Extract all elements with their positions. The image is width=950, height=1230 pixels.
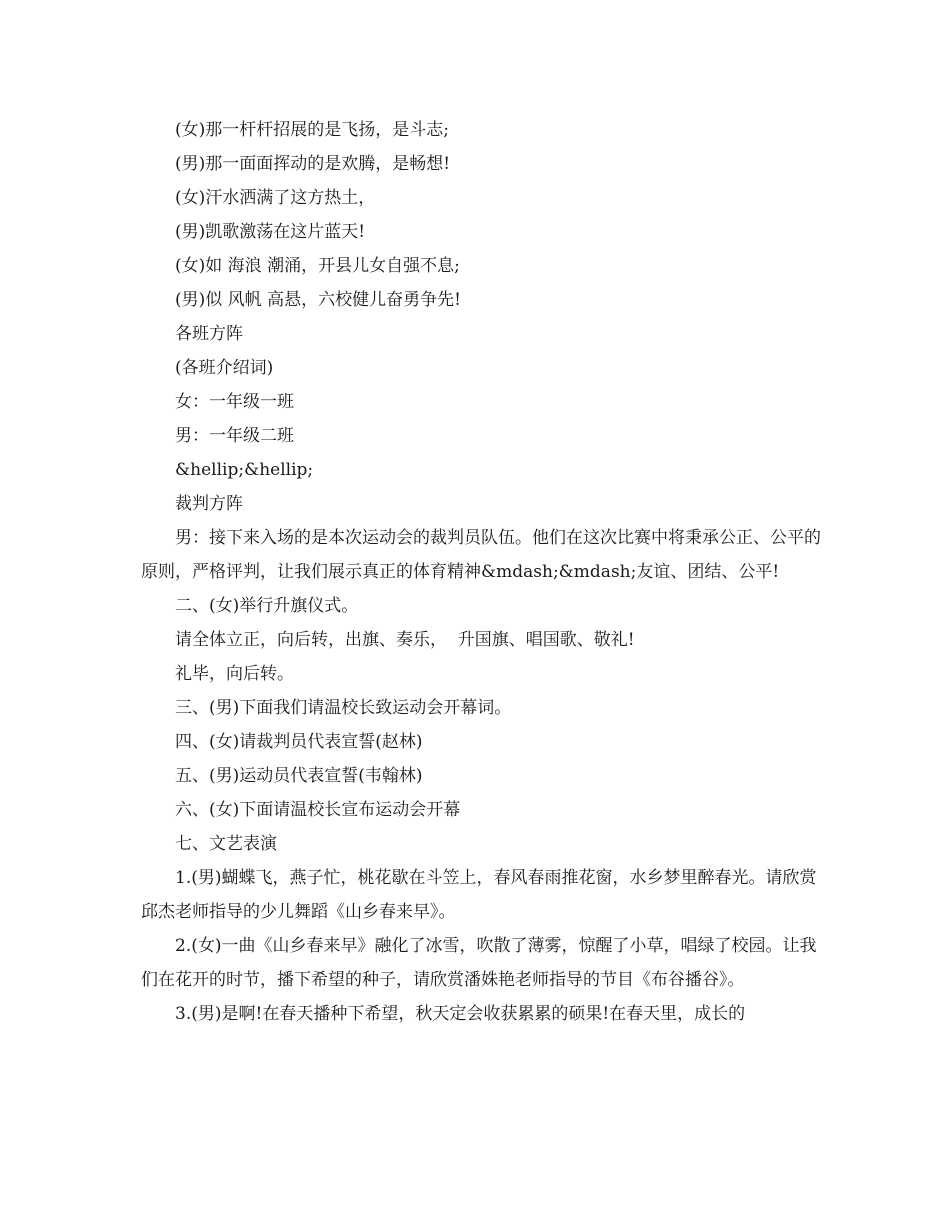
paragraph: 3.(男)是啊!在春天播种下希望，秋天定会收获累累的硕果!在春天里，成长的 [175, 1004, 746, 1024]
paragraph: (女)汗水洒满了这方热土， [175, 188, 376, 208]
paragraph: 六、(女)下面请温校长宣布运动会开幕 [175, 800, 461, 820]
document-body [141, 113, 821, 1031]
paragraph: 五、(男)运动员代表宣誓(韦翰林) [175, 766, 423, 786]
paragraph: 四、(女)请裁判员代表宣誓(赵林) [175, 732, 423, 752]
paragraph: 请全体立正，向后转，出旗、奏乐， 升国旗、唱国歌、敬礼! [175, 630, 635, 650]
paragraph: 礼毕，向后转。 [175, 664, 294, 684]
section-heading: 各班方阵 [175, 324, 243, 344]
paragraph: (男)那一面面挥动的是欢腾，是畅想! [175, 154, 451, 174]
paragraph: 二、(女)举行升旗仪式。 [175, 596, 359, 616]
paragraph: (男)凯歌激荡在这片蓝天! [175, 222, 366, 242]
section-heading: 七、文艺表演 [175, 834, 277, 854]
paragraph: 男：一年级二班 [175, 426, 294, 446]
paragraph: 女：一年级一班 [175, 392, 294, 412]
paragraph: (男)似 风帆 高悬，六校健儿奋勇争先! [175, 290, 461, 310]
paragraph: 2.(女)一曲《山乡春来早》融化了冰雪，吹散了薄雾，惊醒了小草，唱绿了校园。让我们在花开的时节，播下希望的种子，请欣赏潘姝艳老师指导的节目《布谷播谷》。 [141, 936, 817, 990]
paragraph: 1.(男)蝴蝶飞，燕子忙，桃花歇在斗笠上，春风春雨推花窗，水乡梦里醉春光。请欣赏邱杰老师指导的少儿舞蹈《山乡春来早》。 [141, 868, 817, 922]
paragraph: &hellip;&hellip; [175, 460, 314, 480]
section-heading: 裁判方阵 [175, 494, 243, 514]
paragraph: (女)那一杆杆招展的是飞扬，是斗志; [175, 120, 449, 140]
paragraph: 三、(男)下面我们请温校长致运动会开幕词。 [175, 698, 512, 718]
paragraph: 男：接下来入场的是本次运动会的裁判员队伍。他们在这次比赛中将秉承公正、公平的原则，严格评判，让我们展示真正的体育精神&mdash;&mdash;友谊、团结、公平! [141, 528, 821, 582]
paragraph: (各班介绍词) [175, 358, 274, 378]
paragraph: (女)如 海浪 潮涌，开县儿女自强不息; [175, 256, 460, 276]
